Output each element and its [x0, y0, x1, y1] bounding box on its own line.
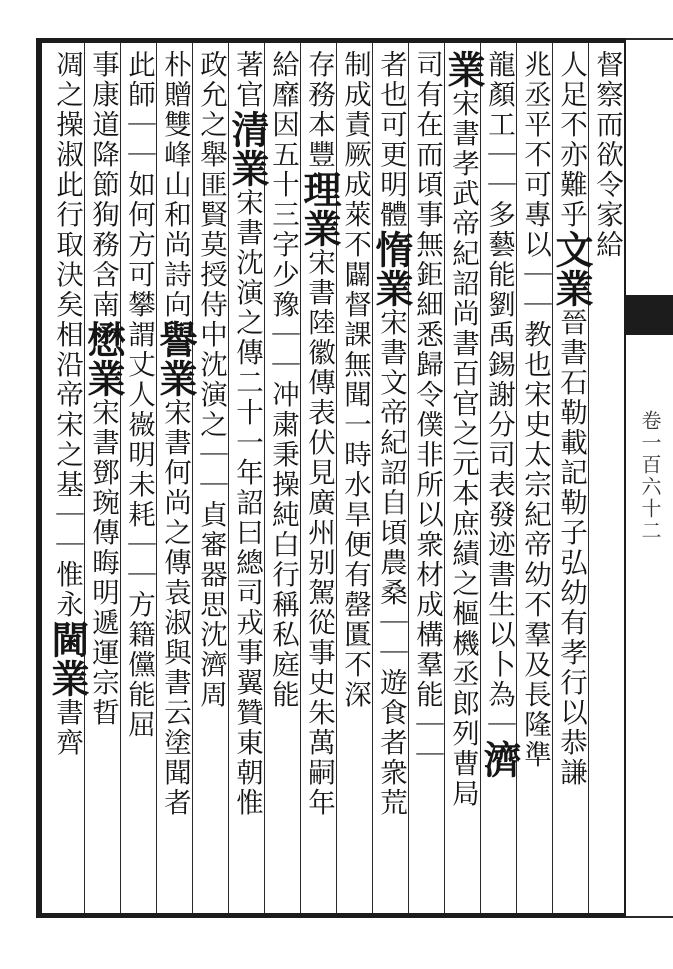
entry-text: 宋書鄧琬傳晦明遞運宗晢	[87, 398, 119, 728]
text-column	[45, 50, 89, 910]
entry-text: 允之舉匪賢莫授侍中沈演之｜｜貞審器思沈濟周	[195, 80, 227, 710]
entry-heading: 濟	[477, 740, 522, 779]
entry-text: 著官	[231, 50, 263, 110]
entry-text: 宋書陸徽傳表伏見廣州别駕從事史朱萬嗣年	[303, 248, 335, 818]
entry-text: 宋書沈演之傳二十一年詔曰總司戎事翼贊東朝惟	[231, 188, 263, 818]
entry-text: 此師｜｜如何方可攀	[123, 50, 155, 320]
entry-text: 書齊	[51, 698, 83, 758]
entry-text: 給靡因	[267, 50, 299, 140]
entry-text: 宋書文帝紀詔自頃農桑｜｜遊食者衆荒	[375, 308, 407, 818]
entry-text: 謂丈人嶶明未耗｜｜方籍儻能屈	[123, 320, 155, 740]
entry-text: 萊不闢督課無聞一時水旱便有罄匱不深	[339, 200, 371, 710]
entry-text: 五十三字少豫｜｜冲粛秉操純白行稱私庭能	[267, 140, 299, 710]
entry-text: 宋書何尚之傳袁淑與書云塗聞者	[159, 398, 191, 818]
fish-tail-rule	[626, 330, 673, 332]
margin-chapter-label: 卷一百六十二	[638, 410, 662, 542]
entry-text: 相沿帝宋之基｜｜惟永	[51, 320, 83, 620]
entry-text: 者也可更明體	[375, 50, 407, 230]
entry-heading: 懋業	[81, 320, 126, 398]
entry-text: 兆丞平不可專以｜｜教也宋史太宗紀帝幼不羣及長隆準	[519, 50, 551, 770]
entry-heading: 文業	[549, 230, 594, 308]
entry-text: 事康道降節狥務含南	[87, 50, 119, 320]
entry-heading: 理業	[297, 170, 342, 248]
entry-heading: 譽業	[153, 320, 198, 398]
entry-text: 人足不亦難乎	[555, 50, 587, 230]
entry-text: 存務本豐	[303, 50, 335, 170]
entry-text: 督察而欲令家給	[591, 50, 623, 260]
entry-heading: 惰業	[369, 230, 414, 308]
entry-text: 晉書石勒載記勒子弘幼有孝行以恭謙	[555, 308, 587, 788]
entry-heading: 業	[441, 50, 486, 89]
entry-text: 司有在而頃事無鉅細悉歸令僕非所以衆材成構羣能｜｜	[411, 50, 443, 770]
entry-heading: 清業	[225, 110, 270, 188]
entry-text: 朴贈雙峰山和尚詩向	[159, 50, 191, 320]
entry-text: 制成責厥成	[339, 50, 371, 200]
entry-text: 龍顏工｜｜多藝能劉禹錫謝分司表發迹書生以卜為｜	[483, 50, 515, 740]
entry-heading: 閫業	[45, 620, 90, 698]
entry-text: 政	[195, 50, 227, 80]
entry-text: 凋之操淑此行取決矣	[51, 50, 83, 320]
entry-text: 宋書孝武帝紀詔尚書百官之元本庶績之樞機丞郎列曹局	[447, 89, 479, 809]
fish-tail-mark	[626, 295, 673, 335]
